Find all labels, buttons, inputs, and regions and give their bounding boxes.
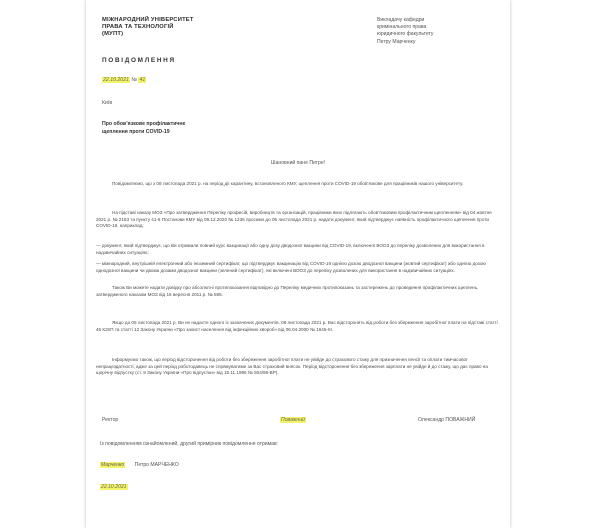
document-type: ПОВІДОМЛЕННЯ	[102, 57, 176, 64]
body-paragraph: Інформуємо також, що період відсторонення від роботи без збереження заробітної плати не увійде до страхового стажу для призначення пенсії та оплати тимчасової непрацездатності, адже за цей період роботодавець не спрямуватиме за Вас страховий внесок. Період відсторонення без збереження зарплати не увійде й до стажу, що дає право на щорічну відпустку (ст. 9 Закону України «Про відпустки» від 15.11.1996 № 504/96-ВР).	[96, 357, 488, 376]
document-number: 41	[139, 77, 146, 83]
organization-line: МІЖНАРОДНИЙ УНІВЕРСИТЕТ	[102, 17, 194, 23]
recipient-name: Петро МАРЧЕНКО	[134, 462, 179, 468]
body-paragraph: Якщо до 05 листопада 2021 р. Ви не надасте одного із зазначених документів, 08 листопада 2021 р. Вас відсторонять від роботи без збереження заробітної плати на підставі статті 46 КЗпП та статті 12 Закону України «Про захист населення від інфекційних хвороб» від 06.04.2000 № 1645-III.	[96, 320, 498, 332]
organization-line: ПРАВА ТА ТЕХНОЛОГІЙ	[102, 24, 174, 31]
acknowledgment-text: Із повідомленням ознайомлений, другий примірник повідомлення отримав:	[100, 441, 279, 447]
recipient-signature: Марченко	[101, 462, 125, 468]
organization-block	[102, 17, 194, 39]
signature: Поважний	[281, 417, 305, 423]
greeting: Шановний пане Петре!	[270, 160, 326, 166]
addressee-line: Викладачу кафедри	[377, 17, 425, 23]
subject-heading	[102, 121, 242, 136]
addressee-line: кримінального права	[377, 24, 427, 31]
addressee-line: юридичного факультету	[377, 31, 434, 38]
list-item: — міжнародний, внутрішній електронний або іноземний сертифікат, що підтверджує вакцинацію від COVID-19 однією дозою дводозної вакцини (жовтий сертифікат) або однією дозою однодозної вакцини чи двома дозами дводозної вакцини (зелений сертифікат), які включені ВООЗ до переліку дозволених для використання в надзвичайних ситуаціях.	[96, 261, 486, 273]
number-label: №	[131, 77, 137, 83]
addressee-block	[377, 17, 433, 46]
body-paragraph: Повідомляємо, що з 08 листопада 2021 р. на період дії карантину, встановленого КМУ, щеплення проти COVID-19 обов’язкове для працівників нашого університету.	[112, 181, 464, 186]
body-paragraph: На підставі наказу МОЗ «Про затвердження Переліку професій, виробництв та організацій, працівники яких підлягають обов’язковим профілактичним щепленням» від 04 жовтня 2021 р. № 2153 та пункту 41-6 Постанови КМУ від 09.12.2020 № 1236 просимо до 05 листопада 2021 р. надати документ, який підтверджує наявність профілактичного щеплення проти COVID-19, наприклад:	[96, 210, 492, 229]
document-date: 22.10.2021	[103, 77, 129, 83]
recipient-line	[100, 462, 179, 468]
body-paragraph: Також Ви можете надати довідку про абсолютні протипоказання відповідно до Переліку медичних протипоказань та застережень до проведення профілактичних щеплень, затвердженого наказом МОЗ від 16 вересня 2011 р. № 595.	[96, 285, 479, 297]
organization-abbreviation: (МУПТ)	[102, 31, 124, 38]
city: Київ	[102, 100, 113, 106]
letter-page	[86, 0, 510, 528]
subject-line: Про обов’язкове профілактичне	[102, 121, 186, 127]
list-item: — документ, який підтверджує, що Ви отримали повний курс вакцинації або одну дозу дводозної вакцини від COVID-19, включеної ВООЗ до переліку дозволених для використання в надзвичайних ситуаціях;	[96, 243, 485, 255]
date-number-line	[102, 77, 146, 83]
addressee-name: Петру Марченку	[377, 38, 416, 45]
signatory-position: Ректор	[102, 417, 119, 423]
subject-line: щеплення проти COVID-19	[102, 128, 170, 135]
recipient-date: 22.10.2021	[101, 484, 127, 490]
recipient-date-line	[100, 484, 128, 490]
signatory-name: Олександр ПОВАЖНИЙ	[418, 417, 476, 423]
